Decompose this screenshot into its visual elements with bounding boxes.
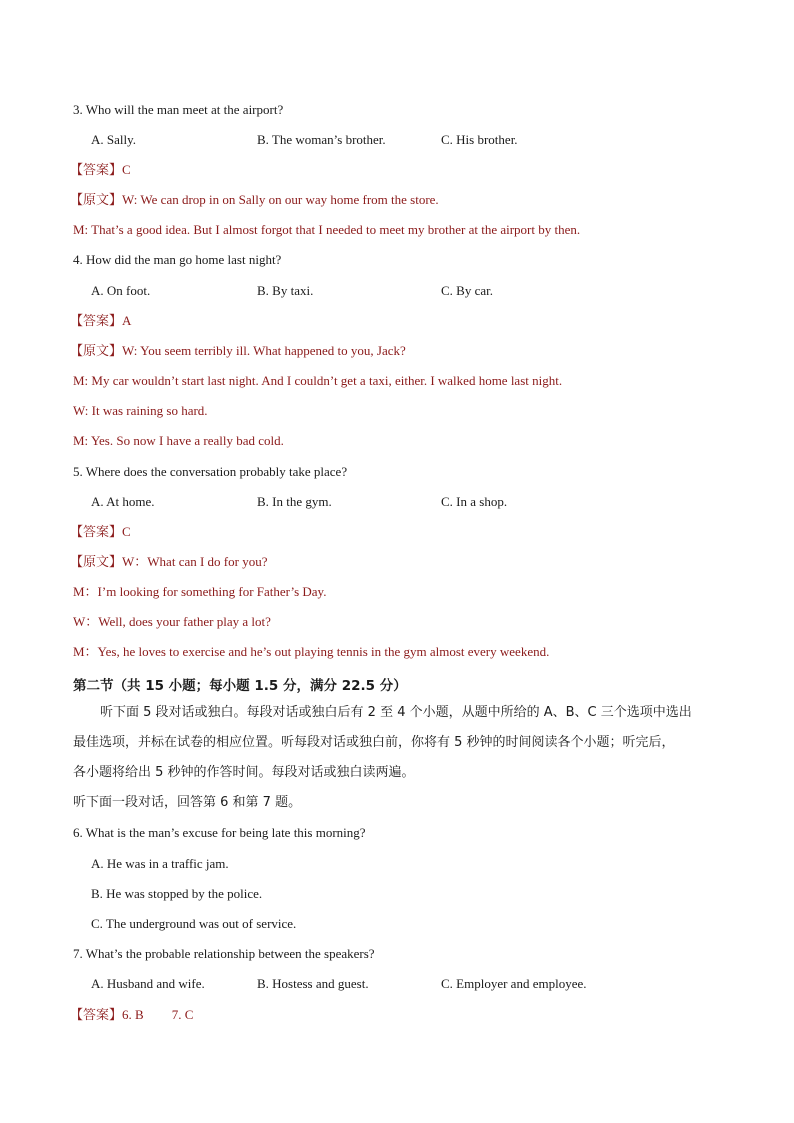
q3-transcript-line-1 [70, 192, 439, 208]
q7-option-c: C. Employer and employee. [441, 976, 587, 991]
question-3: 3. Who will the man meet at the airport? [73, 102, 284, 117]
q4-answer-line [70, 313, 131, 329]
dialog-intro: 听下面一段对话，回答第 6 和第 7 题。 [73, 795, 302, 810]
q7-option-b: B. Hostess and guest. [257, 976, 369, 991]
answer-tag: 【答案】 [70, 162, 123, 177]
q3-transcript-text-1: W: We can drop in on Sally on our way home from the store. [122, 192, 439, 207]
transcript-tag: 【原文】 [70, 192, 123, 207]
q4-transcript-line-2: M: My car wouldn’t start last night. And I couldn’t get a taxi, either. I walked home last night. [73, 373, 563, 388]
q7-answer: 7. C [171, 1007, 194, 1022]
q5-transcript-line-4: M：Yes, he loves to exercise and he’s out playing tennis in the gym almost every weekend. [73, 644, 550, 659]
q5-option-a: A. At home. [91, 494, 155, 509]
q6-option-c: C. The underground was out of service. [91, 916, 297, 931]
q4-transcript-line-1 [70, 343, 406, 359]
q3-answer: C [122, 162, 131, 177]
q5-option-c: C. In a shop. [441, 494, 508, 509]
transcript-tag: 【原文】 [70, 554, 123, 569]
q4-option-b: B. By taxi. [257, 283, 314, 298]
transcript-tag: 【原文】 [70, 343, 123, 358]
question-6: 6. What is the man’s excuse for being late this morning? [73, 825, 366, 840]
q3-transcript-line-2: M: That’s a good idea. But I almost forgot that I needed to meet my brother at the airport by then. [73, 222, 581, 237]
q3-option-a: A. Sally. [91, 132, 137, 147]
question-4: 4. How did the man go home last night? [73, 252, 282, 267]
question-7: 7. What’s the probable relationship between the speakers? [73, 946, 375, 961]
q4-transcript-line-4: M: Yes. So now I have a really bad cold. [73, 433, 284, 448]
q5-transcript-text-1: W：What can I do for you? [122, 554, 268, 569]
q5-answer: C [122, 524, 131, 539]
q3-option-b: B. The woman’s brother. [257, 132, 386, 147]
q4-option-c: C. By car. [441, 283, 493, 298]
q4-transcript-text-1: W: You seem terribly ill. What happened to you, Jack? [122, 343, 406, 358]
q5-option-b: B. In the gym. [257, 494, 332, 509]
q7-option-a: A. Husband and wife. [91, 976, 205, 991]
section-2-instructions-line-2: 最佳选项，并标在试卷的相应位置。听每段对话或独白前，你将有 5 秒钟的时间阅读各个小题；听完后， [73, 735, 675, 750]
q6-answer: 6. B [122, 1007, 144, 1022]
q6-option-b: B. He was stopped by the police. [91, 886, 263, 901]
q4-answer: A [122, 313, 132, 328]
q5-transcript-line-3: W：Well, does your father play a lot? [73, 614, 271, 629]
q5-answer-line [70, 524, 131, 540]
q5-transcript-line-2: M：I’m looking for something for Father’s Day. [73, 584, 327, 599]
section-2-instructions-line-3: 各小题将给出 5 秒钟的作答时间。每段对话或独白读两遍。 [73, 765, 415, 780]
q6-option-a: A. He was in a traffic jam. [91, 856, 229, 871]
q4-transcript-line-3: W: It was raining so hard. [73, 403, 208, 418]
q4-option-a: A. On foot. [91, 283, 151, 298]
q3-answer-line [70, 162, 131, 178]
section-2-heading: 第二节（共 15 小题；每小题 1.5 分，满分 22.5 分） [73, 678, 407, 694]
answer-tag: 【答案】 [70, 524, 123, 539]
answer-tag: 【答案】 [70, 1007, 123, 1022]
answer-tag: 【答案】 [70, 313, 123, 328]
question-5: 5. Where does the conversation probably take place? [73, 464, 348, 479]
q6-q7-answer-line [70, 1007, 193, 1023]
section-2-instructions-line-1: 听下面 5 段对话或独白。每段对话或独白后有 2 至 4 个小题，从题中所给的 A、B、C 三个选项中选出 [100, 705, 692, 720]
q3-option-c: C. His brother. [441, 132, 518, 147]
q5-transcript-line-1 [70, 554, 268, 570]
